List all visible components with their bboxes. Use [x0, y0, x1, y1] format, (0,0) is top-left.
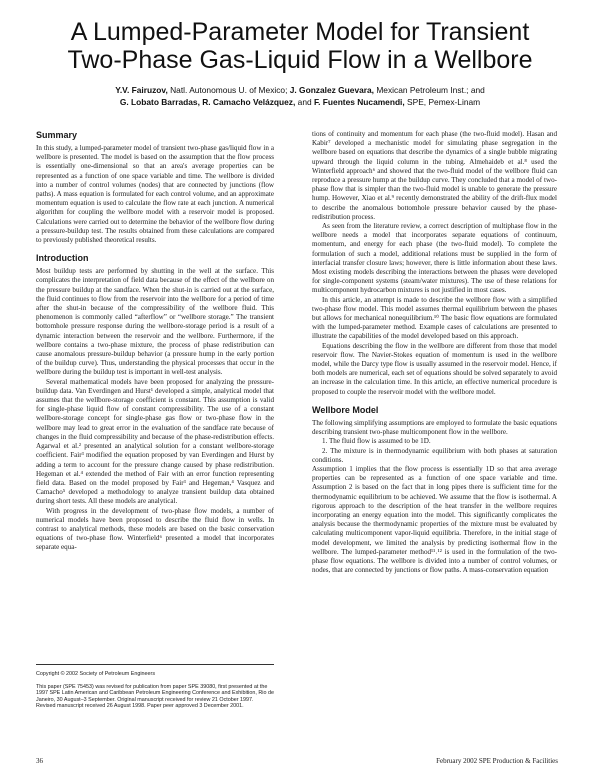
intro-paragraph-3: With progress in the development of two-phase flow models, a number of numerical models have been proposed to describe the fluid flow in wells. In contrast to analytical methods, these models are based on the basic conservation equations of two-phase flow. Winterfield⁶ presented a model that incorporates separate equa-: [36, 506, 274, 552]
right-paragraph-1: tions of continuity and momentum for each phase (the two-fluid model). Hasan and Kabir⁷ developed a mechanistic model for simulating phase segregation in the wellbore based on equations that describe the dynamics of a single bubble migrating upward through the liquid column in the tubing. Almehaideb et al.⁸ used the Winterfield approach⁶ and showed that the two-fluid model of the wellbore fluid can reproduce a pressure hump at the buildup curve. They concluded that a model of two-phase flow that is simpler than the two-fluid model is unable to generate the pressure hump. However, Xiao et al.⁹ recently demonstrated the ability of the drift-flux model to describe the anomalous bottomhole pressure behavior caused by the phase-redistribution process.: [312, 130, 557, 221]
right-column: [312, 130, 557, 575]
assumption-list: [312, 437, 557, 465]
publication-note: This paper (SPE 75453) was revised for publication from paper SPE 39080, first presented at the 1997 SPE Latin American and Caribbean Petroleum Engineering Conference and Exhibition, Rio de Janeiro, 30 August–3 September. Original manuscript received for review 21 October 1997. Revised manuscript received 26 August 1998. Paper peer approved 3 December 2001.: [36, 683, 274, 710]
author-affiliation: Natl. Autonomous U. of Mexico;: [167, 85, 288, 95]
title-line-1: A Lumped-Parameter Model for Transient: [70, 18, 530, 46]
author-name: Y.V. Fairuzov,: [115, 85, 168, 95]
introduction-heading: Introduction: [36, 253, 89, 264]
wellbore-model-heading: Wellbore Model: [312, 404, 379, 415]
intro-paragraph-1: Most buildup tests are performed by shutting in the well at the surface. This complicates the interpretation of field data because of the effect of the wellbore on the pressure buildup at the sandface. When the shut-in is carried out at the surface, the fluid continues to flow from the reservoir into the wellbore for a period of time after the shut-in because of the compressibility of the wellbore fluid. This phenomenon is commonly called “afterflow” or “wellbore storage.” The transient bottomhole pressure response during the wellbore-storage period is a result of a dynamic interaction between the reservoir and the wellbore. Furthermore, if the wellbore contains a two-phase mixture, the process of phase redistribution can cause anomalous pressure-buildup behavior (a pressure hump in the early portion of the buildup curve). Thus, understanding the physical processes that occur in the wellbore during the buildup test is important in well-test analysis.: [36, 267, 274, 377]
right-paragraph-2: As seen from the literature review, a correct description of multiphase flow in the wellbore needs a model that incorporates separate equations of continuum, momentum, and energy for each phase (the two-fluid model). To complete the formulation of such a model, additional relations must be supplied in the form of interfacial transfer closure laws; however, there is little information about these laws. Most existing models describing the interactions between the phases were developed for single-component systems (steam/water mixtures). The use of these relations for multicomponent hydrocarbon mixtures is not justified in most cases.: [312, 222, 557, 295]
author-connector: and: [295, 97, 312, 107]
author-name: J. Gonzalez Guevara,: [287, 85, 374, 95]
right-paragraph-4: Equations describing the flow in the wellbore are different from those that model reservoir flow. The Navier-Stokes equation of momentum is used in the wellbore model, while the Darcy type flow is usually assumed in the reservoir model. Hence, if both models are numerical, each set of equations should be solved separately to avoid an increase in the calculation time. In this article, an effective numerical procedure is proposed to couple the reservoir model with the wellbore model.: [312, 341, 557, 396]
intro-paragraph-2: Several mathematical models have been proposed for analyzing the pressure-buildup data. Van Everdingen and Hurst¹ developed a simple, analytical model that assumes that the wellbore-storage coefficient is constant. This assumption is valid for single-phase liquid flow of constant compressibility. The use of a constant wellbore-storage concept for single-phase gas flow or two-phase flow in the wellbore may lead to great error in the evaluation of the sandface rate because of changes in the fluid compressibility and because of the phase-redistribution effects. Agarwal et al.² presented an analytical solution for a constant wellbore-storage coefficient. Fair³ modified the equation proposed by van Everdingen and Hurst by adding a term to account for the pressure change caused by phase redistribution. Hegeman et al.⁴ extended the method of Fair with an error function representing field data. Based on the model proposed by Fair³ and Hegeman,⁴ Vasquez and Camacho⁵ developed a methodology to analyze transient buildup data obtained during short tests. All these models are analytical.: [36, 377, 274, 506]
author-name: F. Fuentes Nucamendi,: [311, 97, 405, 107]
author-line-1: [20, 84, 580, 96]
wellbore-paragraph-1: The following simplifying assumptions are employed to formulate the basic equations describing transient two-phase multicomponent flow in the wellbore.: [312, 418, 557, 437]
right-paragraph-3: In this article, an attempt is made to describe the wellbore flow with a simplified two-phase flow model. This model assumes thermal equilibrium between the phases but allows for mechanical nonequilibrium.¹⁰ The basic flow equations are formulated with the lumped-parameter method. Example cases of calculations are presented to illustrate the capabilities of the model developed based on this approach.: [312, 295, 557, 341]
author-affiliation: SPE, Pemex-Linam: [404, 97, 481, 107]
left-column: [36, 130, 274, 553]
author-name: G. Lobato Barradas, R. Camacho Velázquez,: [119, 97, 296, 107]
list-item: 2. The mixture is in thermodynamic equilibrium with both phases at saturation conditions.: [312, 446, 557, 464]
paper-title: [30, 18, 570, 74]
title-line-2: Two-Phase Gas-Liquid Flow in a Wellbore: [67, 46, 533, 74]
wellbore-paragraph-2: Assumption 1 implies that the flow process is essentially 1D so that area average properties can be represented as a function of one space variable and time. Assumption 2 is based on the fact that in long pipes there is sufficient time for the thermodynamic equilibrium to be achieved. We assume that the flow is isothermal. A rigorous approach to the description of the heat transfer in the wellbore requires incorporating an energy equation into the model. This significantly complicates the analysis because the thermodynamic properties of the mixture must be evaluated by calculating multicomponent vapor-liquid equilibria. Therefore, in the initial stage of model development, we limited the analysis by predicting isothermal flow in the wellbore. The lumped-parameter method¹¹˒¹² is used in the formulation of the two-phase flow equations. The wellbore is divided into a number of control volumes, or nodes, that are connected by junctions or flow paths. A mass-conservation equation: [312, 464, 557, 575]
footnotes: [36, 664, 274, 710]
summary-text: In this study, a lumped-parameter model of transient two-phase gas/liquid flow in a wellbore is presented. The model is based on the assumption that the flow process is essentially one-dimensional so that an area's average properties can be represented as a function of one space variable and time. The wellbore is divided into a number of control volumes (nodes) that are connected by junctions (flow paths). A mass equation is formulated for each control volume, and an approximate momentum equation is used to calculate the flow rate at each junction. A numerical algorithm for coupling the wellbore model with a reservoir model is proposed. Calculations were carried out to determine the behavior of the wellbore flow during a pressure-buildup test. The results obtained from these calculations are compared to previously published theoretical results.: [36, 144, 274, 245]
author-block: [20, 84, 580, 108]
page-number: 36: [36, 757, 43, 765]
journal-info: February 2002 SPE Production & Facilities: [436, 757, 558, 765]
page-footer: [36, 756, 558, 766]
summary-heading: Summary: [36, 130, 78, 140]
author-line-2: [20, 96, 580, 108]
author-affiliation: Mexican Petroleum Inst.; and: [374, 85, 485, 95]
copyright-notice: Copyright © 2002 Society of Petroleum Engineers: [36, 671, 156, 677]
list-item: 1. The fluid flow is assumed to be 1D.: [322, 437, 431, 446]
